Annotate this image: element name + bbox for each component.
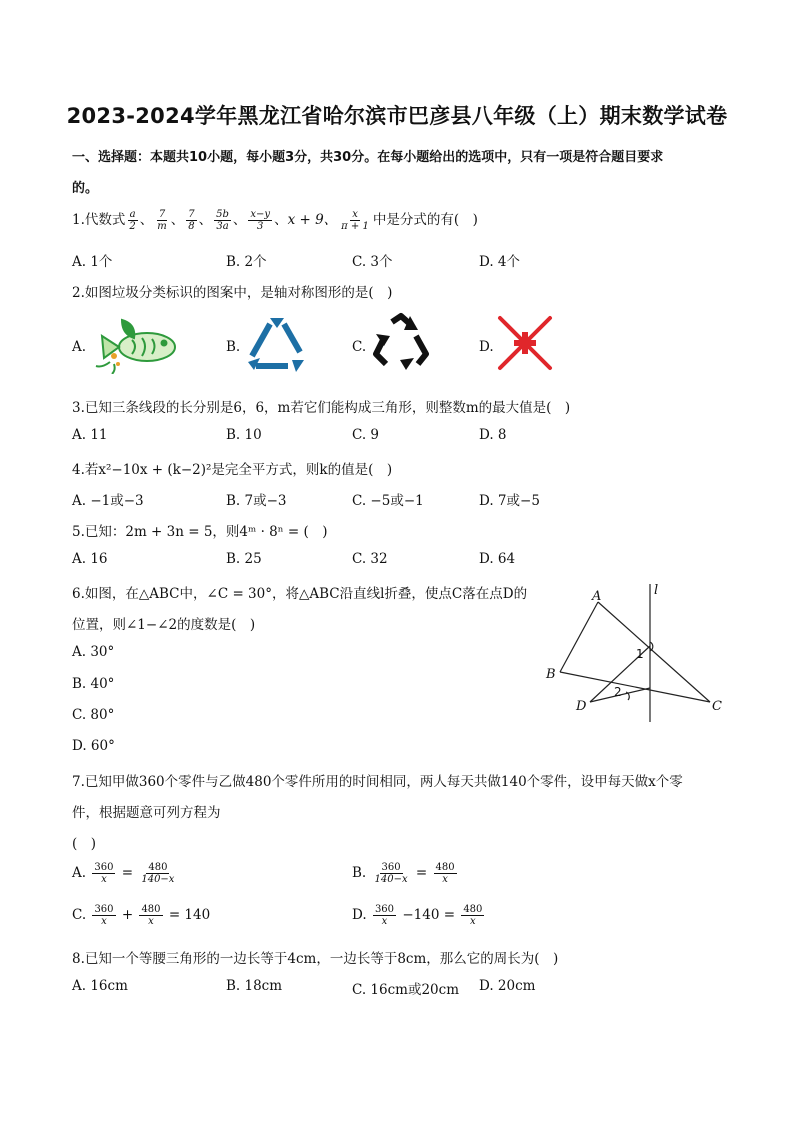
q3-option-c[interactable]: C. 9 [352, 427, 380, 443]
question-2: 2.如图垃圾分类标识的图案中，是轴对称图形的是( ) [72, 285, 393, 301]
q6-option-a[interactable]: A. 30° [72, 644, 115, 660]
q1-frac-4: $\frac{5b}{3a}$ [216, 209, 229, 232]
q2-option-c[interactable]: C. [352, 339, 367, 355]
q8-option-b[interactable]: B. 18cm [226, 978, 283, 994]
q8-option-d[interactable]: D. 20cm [479, 978, 536, 994]
q3-option-b[interactable]: B. 10 [226, 427, 262, 443]
q6-option-d[interactable]: D. 60° [72, 738, 115, 754]
q2-option-a[interactable]: A. [72, 339, 87, 355]
q7-option-a[interactable]: A. $\frac{360}{x}$ = $\frac{480}{140-x}$ [72, 862, 175, 885]
recycle-black-icon [370, 312, 432, 376]
fish-leaves-image [92, 312, 186, 374]
q5-option-d[interactable]: D. 64 [479, 551, 516, 567]
q8-option-c[interactable]: C. 16cm或20cm [352, 982, 460, 998]
q4-option-c[interactable]: C. −5或−1 [352, 493, 424, 509]
question-6: 6.如图，在△ABC中，∠C = 30°，将△ABC沿直线l折叠，使点C落在点D的 [72, 586, 528, 602]
q1-option-c[interactable]: C. 3个 [352, 254, 393, 270]
q1-suffix: 中是分式的有( ) [372, 212, 478, 228]
q6-option-b[interactable]: B. 40° [72, 676, 115, 692]
q1-option-a[interactable]: A. 1个 [72, 254, 113, 270]
label-d: D [576, 699, 587, 714]
page-title: 2023-2024学年黑龙江省哈尔滨市巴彦县八年级（上）期末数学试卷 [66, 104, 728, 128]
q1-option-d[interactable]: D. 4个 [479, 254, 521, 270]
q6-option-c[interactable]: C. 80° [72, 707, 115, 723]
q1-frac-6: $\frac{x}{\pi + 1}$ [341, 209, 369, 232]
q2-option-d[interactable]: D. [479, 339, 494, 355]
question-7-cont: 件，根据题意可列方程为 [72, 805, 221, 821]
q3-option-d[interactable]: D. 8 [479, 427, 507, 443]
label-a: A [592, 589, 602, 604]
q5-option-a[interactable]: A. 16 [72, 551, 108, 567]
q1-frac-3: $\frac{7}{8}$ [188, 209, 195, 232]
q1-option-b[interactable]: B. 2个 [226, 254, 267, 270]
section-header-cont: 的。 [72, 181, 99, 196]
q1-frac-1: $\frac{a}{2}$ [129, 209, 136, 232]
q1-frac-5: $\frac{x-y}{3}$ [250, 209, 271, 232]
question-4: 4.若x²−10x + (k−2)²是完全平方式，则k的值是( ) [72, 462, 393, 478]
question-1: 1.代数式 $\frac{a}{2}$ 、 $\frac{7}{m}$ 、 $\frac{7}{8}$ 、 $\frac{5b}{3a}$ 、 $\frac{x-y}{3}$ 、x + 9、 $\frac{x}{\pi + 1}$ 中是分式的有( ) [72, 209, 478, 232]
q5-option-b[interactable]: B. 25 [226, 551, 262, 567]
segment-ab [560, 602, 598, 672]
q4-option-d[interactable]: D. 7或−5 [479, 493, 540, 509]
q1-mid: x + 9、 [287, 212, 338, 228]
label-c: C [712, 699, 722, 714]
q1-prefix: 1.代数式 [72, 212, 126, 228]
q2-option-b[interactable]: B. [226, 339, 241, 355]
question-5: 5.已知：2m + 3n = 5，则4ᵐ · 8ⁿ = ( ) [72, 524, 328, 540]
recycle-blue-icon [244, 314, 310, 374]
triangle-fold-figure [540, 580, 730, 726]
q3-option-a[interactable]: A. 11 [72, 427, 108, 443]
label-angle-2: 2 [614, 685, 622, 699]
red-cross-arrows-icon [496, 314, 554, 372]
q1-frac-2: $\frac{7}{m}$ [157, 209, 167, 232]
question-8: 8.已知一个等腰三角形的一边长等于4cm，一边长等于8cm，那么它的周长为( ) [72, 951, 559, 967]
label-b: B [546, 667, 556, 682]
label-l: l [654, 583, 659, 598]
q4-option-a[interactable]: A. −1或−3 [72, 493, 144, 509]
q7-option-d[interactable]: D. $\frac{360}{x}$ −140 = $\frac{480}{x}$ [352, 904, 483, 927]
question-3: 3.已知三条线段的长分别是6，6，m若它们能构成三角形，则整数m的最大值是( ) [72, 400, 571, 416]
q4-option-b[interactable]: B. 7或−3 [226, 493, 287, 509]
q7-option-b[interactable]: B. $\frac{360}{140-x}$ = $\frac{480}{x}$ [352, 862, 455, 885]
question-6-cont: 位置，则∠1−∠2的度数是( ) [72, 617, 256, 633]
label-angle-1: 1 [636, 647, 644, 661]
q7-option-c[interactable]: C. $\frac{360}{x}$ + $\frac{480}{x}$ = 140 [72, 904, 211, 927]
section-header: 一、选择题：本题共10小题，每小题3分，共30分。在每小题给出的选项中，只有一项是符合题目要求 [72, 150, 664, 165]
q5-option-c[interactable]: C. 32 [352, 551, 388, 567]
segment-bc [560, 672, 710, 702]
question-7-paren: ( ) [72, 836, 97, 852]
q8-option-a[interactable]: A. 16cm [72, 978, 128, 994]
question-7: 7.已知甲做360个零件与乙做480个零件所用的时间相同，两人每天共做140个零件，设甲每天做x个零 [72, 774, 683, 790]
